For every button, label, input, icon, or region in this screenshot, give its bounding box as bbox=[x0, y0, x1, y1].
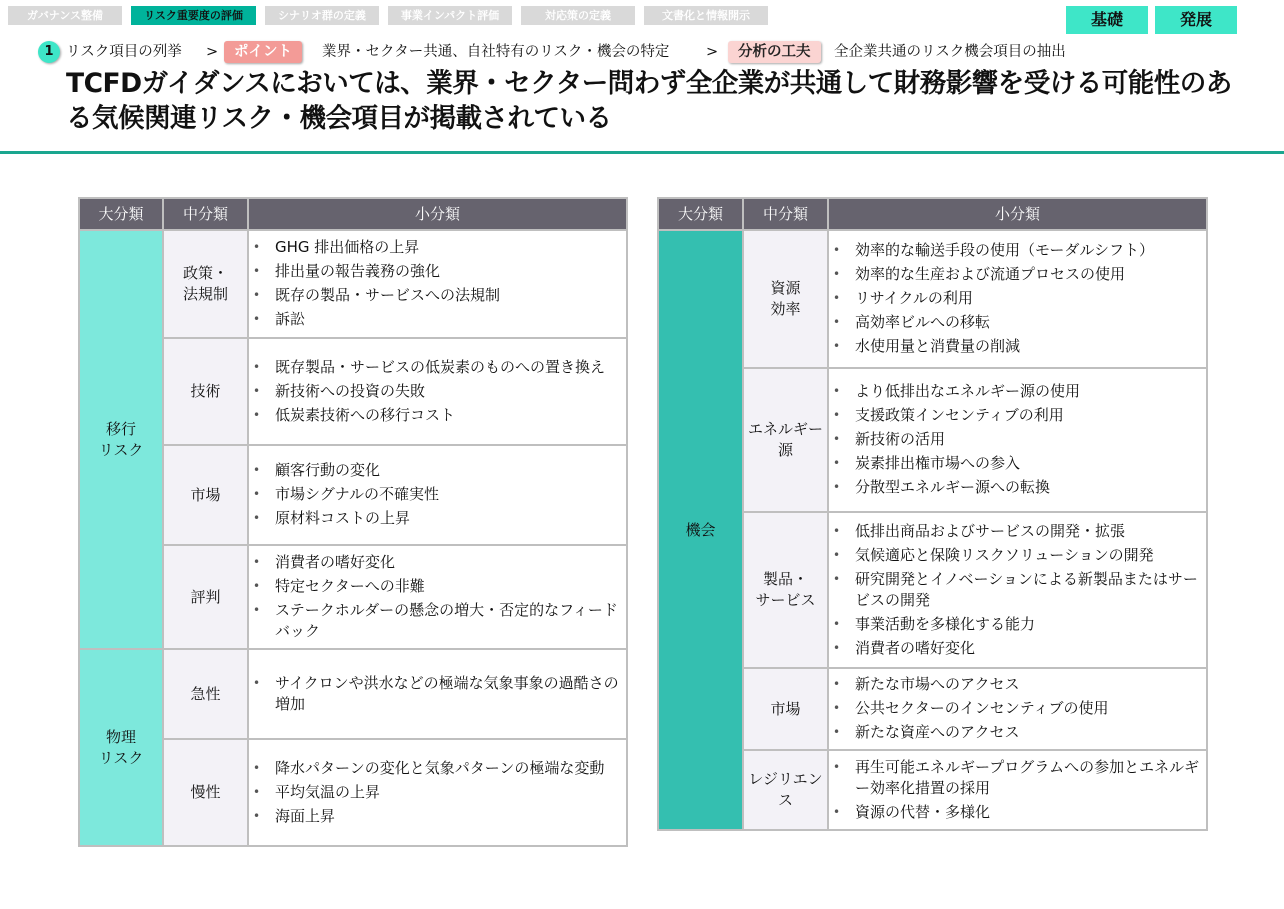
mid-category-cell: 市場 bbox=[743, 668, 828, 750]
sub-category-list bbox=[249, 352, 626, 432]
sub-category-list bbox=[249, 232, 626, 336]
level-advanced-button[interactable]: 発展 bbox=[1155, 6, 1237, 34]
list-item: • サイクロンや洪水などの極端な気象事象の過酷さの増加 bbox=[249, 673, 620, 715]
list-item: • 消費者の嗜好変化 bbox=[829, 638, 1200, 659]
list-item: • 高効率ビルへの移転 bbox=[829, 312, 1200, 333]
nav-tab-impact[interactable]: 事業インパクト評価 bbox=[388, 6, 512, 25]
list-item: • 効率的な輸送手段の使用（モーダルシフト） bbox=[829, 240, 1200, 261]
list-item: • 新たな市場へのアクセス bbox=[829, 674, 1200, 695]
list-item: • 消費者の嗜好変化 bbox=[249, 552, 620, 573]
table-row bbox=[79, 649, 627, 739]
list-item: • 低炭素技術への移行コスト bbox=[249, 405, 620, 426]
step-number-badge: 1 bbox=[38, 41, 60, 63]
sub-category-list bbox=[249, 668, 626, 721]
list-item: • 炭素排出権市場への参入 bbox=[829, 453, 1200, 474]
sub-category-cell bbox=[828, 230, 1207, 368]
level-basic-button[interactable]: 基礎 bbox=[1066, 6, 1148, 34]
opportunity-table bbox=[657, 197, 1208, 831]
list-item: • 水使用量と消費量の削減 bbox=[829, 336, 1200, 357]
nav-tab-risk-importance[interactable]: リスク重要度の評価 bbox=[131, 6, 256, 25]
step-label: リスク項目の列挙 bbox=[66, 44, 182, 60]
sub-category-cell bbox=[828, 750, 1207, 830]
sub-category-list bbox=[829, 235, 1206, 363]
sub-category-list bbox=[249, 753, 626, 833]
list-item: • ステークホルダーの懸念の増大・否定的なフィードバック bbox=[249, 600, 620, 642]
mid-category-cell: 政策・ 法規制 bbox=[163, 230, 248, 338]
sub-category-cell bbox=[248, 649, 627, 739]
breadcrumb-separator: > bbox=[706, 44, 719, 60]
list-item: • GHG 排出価格の上昇 bbox=[249, 237, 620, 258]
list-item: • リサイクルの利用 bbox=[829, 288, 1200, 309]
list-item: • 資源の代替・多様化 bbox=[829, 802, 1200, 823]
mid-category-cell: レジリエンス bbox=[743, 750, 828, 830]
list-item: • 特定セクターへの非難 bbox=[249, 576, 620, 597]
mid-category-cell: 資源 効率 bbox=[743, 230, 828, 368]
sub-category-cell bbox=[248, 739, 627, 846]
mid-category-cell: 急性 bbox=[163, 649, 248, 739]
list-item: • 支援政策インセンティブの利用 bbox=[829, 405, 1200, 426]
list-item: • より低排出なエネルギー源の使用 bbox=[829, 381, 1200, 402]
sub-category-list bbox=[249, 455, 626, 535]
list-item: • 新技術への投資の失敗 bbox=[249, 381, 620, 402]
mid-category-cell: 慢性 bbox=[163, 739, 248, 846]
list-item: • 気候適応と保険リスクソリューションの開発 bbox=[829, 545, 1200, 566]
nav-tab-response[interactable]: 対応策の定義 bbox=[521, 6, 635, 25]
nav-tab-scenario[interactable]: シナリオ群の定義 bbox=[265, 6, 379, 25]
sub-category-cell bbox=[248, 338, 627, 445]
nav-tab-disclosure[interactable]: 文書化と情報開示 bbox=[644, 6, 768, 25]
list-item: • 降水パターンの変化と気象パターンの極端な変動 bbox=[249, 758, 620, 779]
sub-category-list bbox=[829, 669, 1206, 749]
list-item: • 原材料コストの上昇 bbox=[249, 508, 620, 529]
sub-category-list bbox=[829, 376, 1206, 504]
list-item: • 効率的な生産および流通プロセスの使用 bbox=[829, 264, 1200, 285]
mid-category-cell: 評判 bbox=[163, 545, 248, 649]
page-headline: TCFDガイダンスにおいては、業界・セクター問わず全企業が共通して財務影響を受ける可能性のある気候関連リスク・機会項目が掲載されている bbox=[66, 68, 1232, 134]
mid-category-cell: 製品・ サービス bbox=[743, 512, 828, 668]
list-item: • 海面上昇 bbox=[249, 806, 620, 827]
list-item: • 訴訟 bbox=[249, 309, 620, 330]
mid-category-cell: エネルギー 源 bbox=[743, 368, 828, 512]
list-item: • 平均気温の上昇 bbox=[249, 782, 620, 803]
sub-category-list bbox=[829, 516, 1206, 665]
analysis-tip-tag: 分析の工夫 bbox=[728, 41, 821, 63]
list-item: • 低排出商品およびサービスの開発・拡張 bbox=[829, 521, 1200, 542]
sub-category-cell bbox=[828, 512, 1207, 668]
sub-category-cell bbox=[828, 668, 1207, 750]
table-row bbox=[79, 230, 627, 338]
list-item: • 分散型エネルギー源への転換 bbox=[829, 477, 1200, 498]
column-header: 中分類 bbox=[743, 198, 828, 230]
sub-category-cell bbox=[248, 445, 627, 545]
mid-category-cell: 技術 bbox=[163, 338, 248, 445]
column-header: 大分類 bbox=[658, 198, 743, 230]
list-item: • 排出量の報告義務の強化 bbox=[249, 261, 620, 282]
sub-category-cell bbox=[248, 230, 627, 338]
column-header: 大分類 bbox=[79, 198, 163, 230]
point-text: 業界・セクター共通、自社特有のリスク・機会の特定 bbox=[322, 44, 670, 60]
list-item: • 新たな資産へのアクセス bbox=[829, 722, 1200, 743]
list-item: • 研究開発とイノベーションによる新製品またはサービスの開発 bbox=[829, 569, 1200, 611]
column-header: 中分類 bbox=[163, 198, 248, 230]
list-item: • 既存製品・サービスの低炭素のものへの置き換え bbox=[249, 357, 620, 378]
table-row bbox=[658, 230, 1207, 368]
column-header: 小分類 bbox=[828, 198, 1207, 230]
nav-tab-governance[interactable]: ガバナンス整備 bbox=[8, 6, 122, 25]
analysis-tip-text: 全企業共通のリスク機会項目の抽出 bbox=[834, 44, 1066, 60]
risk-table bbox=[78, 197, 628, 847]
mid-category-cell: 市場 bbox=[163, 445, 248, 545]
list-item: • 事業活動を多様化する能力 bbox=[829, 614, 1200, 635]
point-tag: ポイント bbox=[224, 41, 302, 63]
list-item: • 再生可能エネルギープログラムへの参加とエネルギー効率化措置の採用 bbox=[829, 757, 1200, 799]
list-item: • 市場シグナルの不確実性 bbox=[249, 484, 620, 505]
column-header: 小分類 bbox=[248, 198, 627, 230]
header-divider bbox=[0, 151, 1284, 154]
list-item: • 既存の製品・サービスへの法規制 bbox=[249, 285, 620, 306]
major-category-cell: 物理 リスク bbox=[79, 649, 163, 846]
sub-category-list bbox=[829, 752, 1206, 829]
major-category-cell: 移行 リスク bbox=[79, 230, 163, 649]
sub-category-list bbox=[249, 547, 626, 648]
list-item: • 新技術の活用 bbox=[829, 429, 1200, 450]
major-category-cell: 機会 bbox=[658, 230, 743, 830]
list-item: • 顧客行動の変化 bbox=[249, 460, 620, 481]
sub-category-cell bbox=[828, 368, 1207, 512]
breadcrumb-separator: > bbox=[206, 44, 219, 60]
sub-category-cell bbox=[248, 545, 627, 649]
list-item: • 公共セクターのインセンティブの使用 bbox=[829, 698, 1200, 719]
